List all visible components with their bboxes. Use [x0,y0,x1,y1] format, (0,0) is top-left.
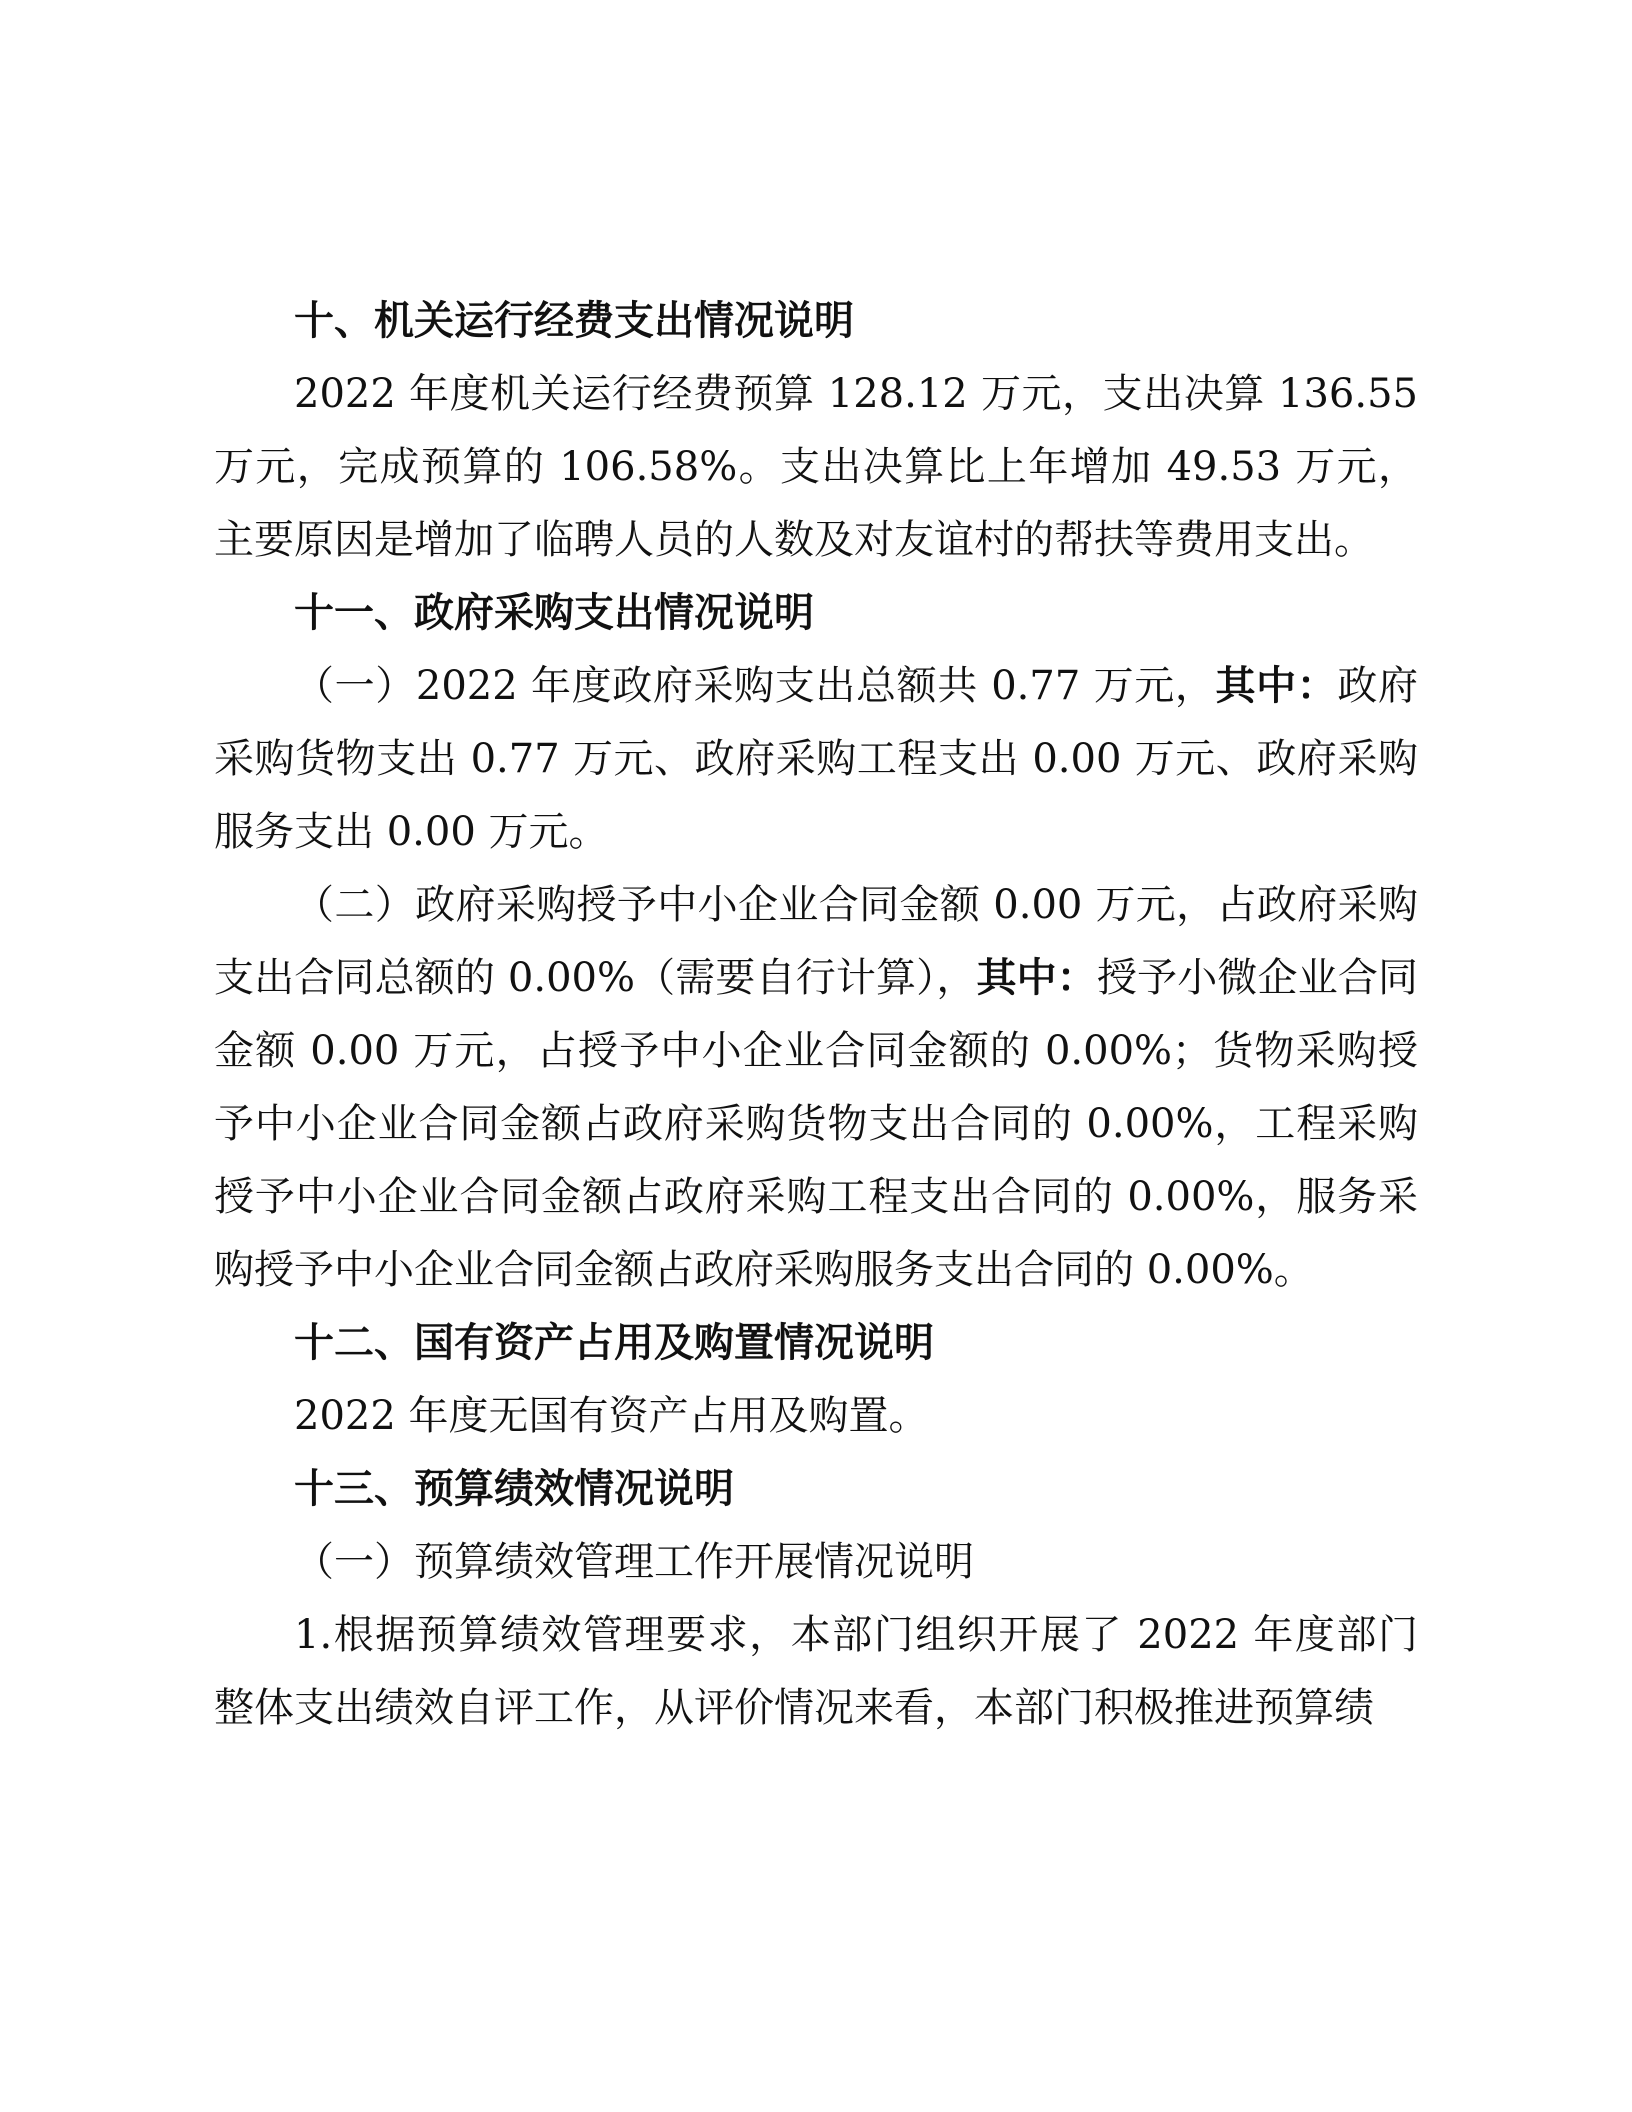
section-11-p2-text-b: 授予小微企业合同金额 0.00 万元，占授予中小企业合同金额的 0.00%；货物采购授予中小企业合同金额占政府采购货物支出合同的 0.00%，工程采购授予中小企业合同金额占政府采购工程支出合同的 0.00%，服务采购授予中小企业合同金额占政府采购服务支出合同的 0.00%。 [214,955,1419,1293]
section-11-p2-bold: 其中： [976,955,1097,1001]
section-11-p1-bold: 其中： [1215,663,1338,709]
section-11-p1-text-a: （一）2022 年度政府采购支出总额共 0.77 万元， [294,663,1216,709]
section-13-heading: 十三、预算绩效情况说明 [294,1466,734,1512]
section-11-paragraph-2 [214,869,1418,1307]
section-11-p2-text-a: （二）政府采购授予中小企业合同金额 0.00 万元，占政府采购支出合同总额的 0.00%（需要自行计算）， [214,882,1418,1001]
section-13-paragraph: 1.根据预算绩效管理要求，本部门组织开展了 2022 年度部门整体支出绩效自评工作，从评价情况来看，本部门积极推进预算绩 [214,1612,1418,1731]
section-10-paragraph: 2022 年度机关运行经费预算 128.12 万元，支出决算 136.55 万元，完成预算的 106.58%。支出决算比上年增加 49.53 万元，主要原因是增加了临聘人员的人数及对友谊村的帮扶等费用支出。 [214,371,1418,563]
document-body [214,285,1418,1745]
section-13-subheading: （一）预算绩效管理工作开展情况说明 [294,1539,974,1585]
section-11-heading: 十一、政府采购支出情况说明 [294,590,814,636]
section-12-heading: 十二、国有资产占用及购置情况说明 [294,1320,934,1366]
section-12-paragraph: 2022 年度无国有资产占用及购置。 [294,1393,929,1439]
section-10-heading: 十、机关运行经费支出情况说明 [294,298,854,344]
section-11-paragraph-1 [214,650,1418,869]
section-11-p1-text-b: 政府采购货物支出 0.77 万元、政府采购工程支出 0.00 万元、政府采购服务支出 0.00 万元。 [214,663,1418,855]
